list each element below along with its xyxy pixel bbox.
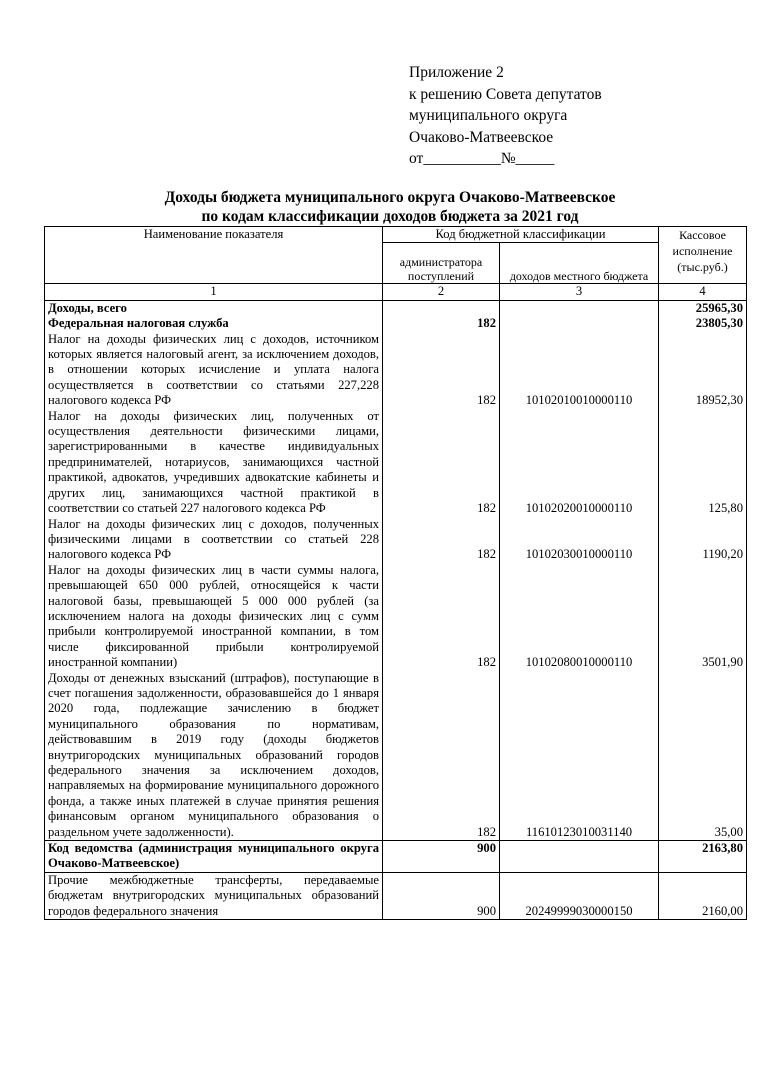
document-title [40, 188, 740, 226]
row-admin: 182 [477, 655, 496, 670]
appendix-line: Приложение 2 [409, 64, 504, 81]
row-name: Доходы от денежных взысканий (штрафов), поступающие в счет погашения задолженности, образовавшейся до 1 января 2020 года, подлежащие зачислению в бюджет муниципального образования по нормативам, действовавшим в 2019 году (доходы бюджетов внутригородских муниципальных образований городов федерального значения за исключением доходов, направляемых на формирование муниципального дорожного фонда, а также иных платежей в случае принятия решения финансовым органом муниципального образования о раздельном учете задолженности). [48, 670, 379, 839]
appendix-line: Очаково-Матвеевское [409, 128, 554, 146]
header-sum: Кассовое исполнение (тыс.руб.) [659, 227, 747, 284]
appendix-block [409, 62, 602, 170]
row-code: 20249999030000150 [500, 872, 659, 919]
row-sum: 3501,90 [702, 655, 744, 670]
row-sum: 35,00 [714, 824, 744, 839]
appendix-line: к решению Совета депутатов [409, 85, 602, 103]
row-admin: 182 [477, 393, 496, 408]
row-name: Налог на доходы физических лиц, полученных от осуществления деятельности физическими лицами, зарегистрированными в качестве индивидуальных предпринимателей, нотариусов, занимающихся частной практикой, адвокатов, учредивших адвокатские кабинеты и других лиц, занимающихся частной практикой в соответствии со статьей 227 налогового кодекса РФ [48, 408, 379, 516]
row-admin: 900 [383, 841, 500, 873]
column-number: 1 [45, 284, 383, 300]
header-name: Наименование показателя [45, 227, 383, 284]
row-admin: 182 [477, 501, 496, 516]
row-code [500, 841, 659, 873]
row-admin: 900 [383, 872, 500, 919]
title-line: по кодам классификации доходов бюджета за 2021 год [201, 208, 579, 225]
row-sum: 2160,00 [659, 872, 747, 919]
row-sum: 125,80 [708, 501, 744, 516]
row-admin: 182 [477, 547, 496, 562]
row-admin: 182 [477, 824, 496, 839]
column-number: 3 [500, 284, 659, 300]
row-code: 11610123010031140 [525, 824, 633, 839]
header-code: Код бюджетной классификации [383, 227, 659, 243]
row-sum-cell [659, 300, 747, 840]
row-code: 10102020010000110 [525, 501, 633, 516]
table-row [45, 841, 747, 873]
row-sum: 23805,30 [695, 316, 744, 331]
income-table [44, 226, 747, 920]
row-name: Налог на доходы физических лиц с доходов, источником которых является налоговый агент, за исключением доходов, в отношении которых исчисление и уплата налога осуществляется в соответствии со статьями 227,228 налогового кодекса РФ [48, 331, 379, 408]
column-number: 4 [659, 284, 747, 300]
header-admin: администратора поступлений [383, 243, 500, 284]
row-code: 10102080010000110 [525, 655, 633, 670]
row-name: Код ведомства (администрация муниципального округа Очаково-Матвеевское) [45, 841, 383, 873]
row-sum: 2163,80 [659, 841, 747, 873]
row-name: Доходы, всего [48, 300, 127, 315]
row-admin: 182 [477, 316, 496, 331]
row-name: Налог на доходы физических лиц с доходов, полученных физическими лицами в соответствии со статьей 228 налогового кодекса РФ [48, 516, 379, 562]
row-name: Федеральная налоговая служба [48, 316, 229, 331]
title-line: Доходы бюджета муниципального округа Очаково-Матвеевское [164, 189, 616, 206]
row-admin-cell [383, 300, 500, 840]
table-row [45, 872, 747, 919]
row-name: Прочие межбюджетные трансферты, передаваемые бюджетам внутригородских муниципальных образований городов федерального значения [45, 872, 383, 919]
table-row [45, 300, 747, 840]
row-name-cell [45, 300, 383, 840]
appendix-line: от__________№_____ [409, 150, 555, 167]
row-sum: 1190,20 [702, 547, 744, 562]
row-code-cell [500, 300, 659, 840]
appendix-line: муниципального округа [409, 107, 568, 124]
column-number-row [45, 284, 747, 300]
row-sum: 25965,30 [695, 300, 744, 315]
table-header-row [45, 227, 747, 243]
column-number: 2 [383, 284, 500, 300]
row-code: 10102030010000110 [525, 547, 633, 562]
row-name: Налог на доходы физических лиц в части суммы налога, превышающей 650 000 рублей, относящейся к части налоговой базы, превышающей 5 000 000 рублей (за исключением налога на доходы физических лиц с сумм прибыли контролируемой иностранной компании, в том числе фиксированной прибыли контролируемой иностранной компании) [48, 562, 379, 670]
header-local: доходов местного бюджета [500, 243, 659, 284]
row-sum: 18952,30 [695, 393, 744, 408]
row-code: 10102010010000110 [525, 393, 633, 408]
